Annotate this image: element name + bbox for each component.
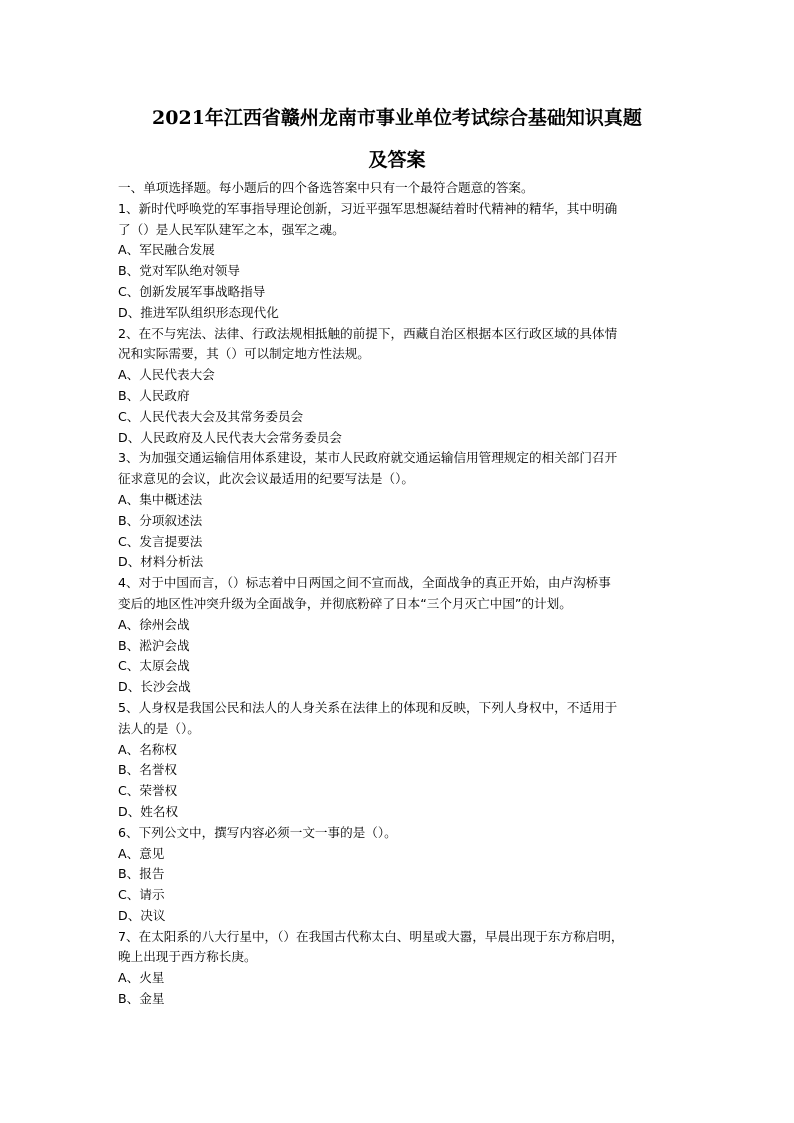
question bbox=[118, 927, 678, 1010]
answer-option: B、报告 bbox=[118, 866, 165, 882]
question-stem: 4、对于中国而言，（）标志着中日两国之间不宣而战，全面战争的真正开始，由卢沟桥事 bbox=[118, 575, 611, 591]
question-stem: 1、新时代呼唤党的军事指导理论创新，习近平强军思想凝结着时代精神的精华，其中明确 bbox=[118, 200, 618, 216]
answer-option: D、材料分析法 bbox=[118, 554, 204, 570]
section-heading: 一、单项选择题。每小题后的四个备选答案中只有一个最符合题意的答案。 bbox=[118, 180, 534, 195]
question-stem: 晚上出现于西方称长庚。 bbox=[118, 949, 257, 965]
answer-option: A、军民融合发展 bbox=[118, 242, 215, 258]
question-stem: 6、下列公文中，撰写内容必须一文一事的是（）。 bbox=[118, 824, 397, 840]
answer-option: B、名誉权 bbox=[118, 762, 178, 778]
answer-option: C、人民代表大会及其常务委员会 bbox=[118, 408, 304, 424]
answer-option: C、发言提要法 bbox=[118, 533, 203, 549]
question bbox=[118, 823, 678, 927]
answer-option: B、金星 bbox=[118, 991, 165, 1007]
answer-option: D、决议 bbox=[118, 907, 166, 923]
answer-option: B、淞沪会战 bbox=[118, 637, 190, 653]
answer-option: A、集中概述法 bbox=[118, 491, 203, 507]
answer-option: B、人民政府 bbox=[118, 387, 190, 403]
question bbox=[118, 324, 678, 449]
document-title-line-2: 及答案 bbox=[368, 149, 426, 171]
answer-option: D、长沙会战 bbox=[118, 679, 191, 695]
question-stem: 2、在不与宪法、法律、行政法规相抵触的前提下，西藏自治区根据本区行政区域的具体情 bbox=[118, 325, 618, 341]
question-stem: 况和实际需要，其（）可以制定地方性法规。 bbox=[118, 346, 370, 362]
document-body bbox=[118, 178, 678, 1010]
question-stem: 法人的是（）。 bbox=[118, 720, 200, 736]
answer-option: C、荣誉权 bbox=[118, 783, 178, 799]
answer-option: A、名称权 bbox=[118, 741, 177, 757]
answer-option: B、党对军队绝对领导 bbox=[118, 263, 240, 279]
document-title-line-1: 2021年江西省赣州龙南市事业单位考试综合基础知识真题 bbox=[152, 107, 642, 129]
answer-option: C、创新发展军事战略指导 bbox=[118, 283, 266, 299]
question bbox=[118, 573, 678, 698]
answer-option: C、请示 bbox=[118, 887, 165, 903]
question-stem: 5、人身权是我国公民和法人的人身关系在法律上的体现和反映，下列人身权中，不适用于 bbox=[118, 699, 618, 715]
answer-option: D、人民政府及人民代表大会常务委员会 bbox=[118, 429, 342, 445]
question-stem: 变后的地区性冲突升级为全面战争，并彻底粉碎了日本“三个月灭亡中国”的计划。 bbox=[118, 595, 572, 611]
question-stem: 7、在太阳系的八大行星中，（）在我国古代称太白、明星或大嚣，早晨出现于东方称启明， bbox=[118, 928, 624, 944]
answer-option: A、火星 bbox=[118, 970, 165, 986]
question bbox=[118, 698, 678, 823]
answer-option: A、人民代表大会 bbox=[118, 367, 215, 383]
answer-option: A、徐州会战 bbox=[118, 616, 190, 632]
question-stem: 征求意见的会议，此次会议最适用的纪要写法是（）。 bbox=[118, 471, 414, 487]
answer-option: B、分项叙述法 bbox=[118, 512, 203, 528]
question-stem: 3、为加强交通运输信用体系建设，某市人民政府就交通运输信用管理规定的相关部门召开 bbox=[118, 450, 618, 466]
answer-option: D、姓名权 bbox=[118, 803, 179, 819]
answer-option: C、太原会战 bbox=[118, 658, 190, 674]
question bbox=[118, 448, 678, 573]
answer-option: A、意见 bbox=[118, 845, 165, 861]
answer-option: D、推进军队组织形态现代化 bbox=[118, 304, 279, 320]
question-stem: 了（）是人民军队建军之本，强军之魂。 bbox=[118, 221, 345, 237]
question bbox=[118, 199, 678, 324]
